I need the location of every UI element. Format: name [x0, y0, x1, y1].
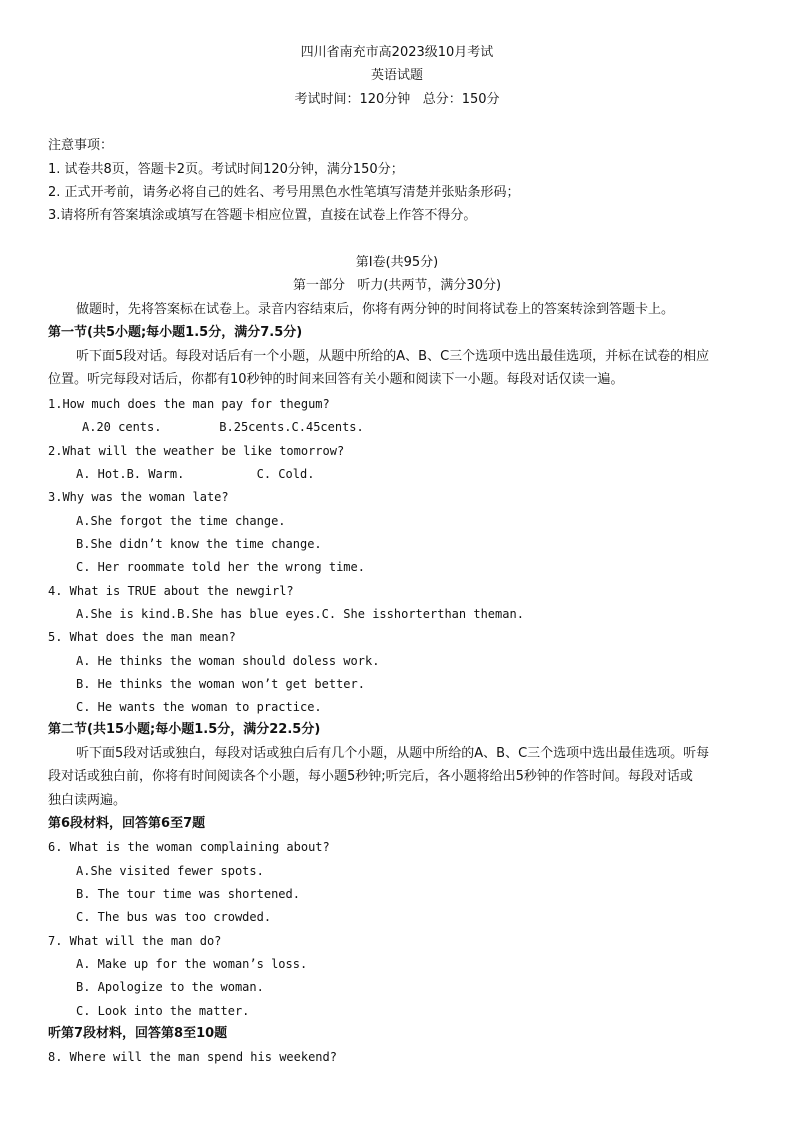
section2-instruction: 听下面5段对话或独白，每段对话或独白后有几个小题，从题中所给的A、B、C三个选项中选出最佳选项。听每: [76, 746, 710, 761]
question-7-option-b: B. Apologize to the woman.: [76, 980, 264, 994]
exam-title: 四川省南充市高2023级10月考试: [300, 45, 494, 60]
question-5-option-c: C. He wants the woman to practice.: [76, 700, 322, 714]
question-3-option-a: A.She forgot the time change.: [76, 514, 286, 528]
question-6-option-a: A.She visited fewer spots.: [76, 864, 264, 878]
question-6: 6. What is the woman complaining about?: [48, 840, 330, 854]
question-7-option-c: C. Look into the matter.: [76, 1004, 250, 1018]
material-7-heading: 听第7段材料，回答第8至10题: [48, 1026, 228, 1041]
question-6-option-b: B. The tour time was shortened.: [76, 887, 300, 901]
question-5: 5. What does the man mean?: [48, 630, 236, 644]
part-title: 第一部分 听力(共两节，满分30分): [292, 278, 502, 293]
section1-title: 第一节(共5小题;每小题1.5分，满分7.5分): [48, 325, 303, 340]
question-6-option-c: C. The bus was too crowded.: [76, 910, 272, 924]
question-2-options: A. Hot.B. Warm. C. Cold.: [76, 467, 315, 481]
question-4: 4. What is TRUE about the newgirl?: [48, 584, 294, 598]
subject-title: 英语试题: [370, 68, 423, 83]
section1-instruction-cont: 位置。听完每段对话后，你都有10秒钟的时间来回答有关小题和阅读下一小题。每段对话仅读一遍。: [48, 372, 624, 387]
question-5-option-b: B. He thinks the woman won’t get better.: [76, 677, 365, 691]
question-1-options: A.20 cents. B.25cents.C.45cents.: [82, 420, 364, 434]
notice-item-3: 3.请将所有答案填涂或填写在答题卡相应位置，直接在试卷上作答不得分。: [48, 208, 477, 223]
section2-instruction-end: 独白读两遍。: [48, 793, 127, 808]
question-7-option-a: A. Make up for the woman’s loss.: [76, 957, 308, 971]
exam-time-info: 考试时间：120分钟 总分：150分: [294, 92, 500, 107]
notice-title: 注意事项：: [48, 138, 114, 153]
section2-title: 第二节(共15小题;每小题1.5分，满分22.5分): [48, 722, 321, 737]
question-4-options: A.She is kind.B.She has blue eyes.C. She isshorterthan theman.: [76, 607, 524, 621]
question-3: 3.Why was the woman late?: [48, 490, 229, 504]
section1-instruction: 听下面5段对话。每段对话后有一个小题，从题中所给的A、B、C三个选项中选出最佳选项，并标在试卷的相应: [76, 349, 710, 364]
notice-item-2: 2. 正式开考前，请务必将自己的姓名、考号用黑色水性笔填写清楚并张贴条形码；: [48, 185, 520, 200]
question-8: 8. Where will the man spend his weekend?: [48, 1050, 337, 1064]
notice-item-1: 1. 试卷共8页，答题卡2页。考试时间120分钟，满分150分；: [48, 162, 404, 177]
material-6-heading: 第6段材料，回答第6至7题: [48, 816, 206, 831]
question-1: 1.How much does the man pay for thegum?: [48, 397, 330, 411]
part-intro: 做题时，先将答案标在试卷上。录音内容结束后，你将有两分钟的时间将试卷上的答案转涂到答题卡上。: [76, 302, 675, 317]
question-2: 2.What will the weather be like tomorrow?: [48, 444, 345, 458]
question-5-option-a: A. He thinks the woman should doless work.: [76, 654, 380, 668]
section2-instruction-cont: 段对话或独白前，你将有时间阅读各个小题，每小题5秒钟;听完后，各小题将给出5秒钟的作答时间。每段对话或: [48, 769, 693, 784]
question-3-option-c: C. Her roommate told her the wrong time.: [76, 560, 365, 574]
question-7: 7. What will the man do?: [48, 934, 222, 948]
question-3-option-b: B.She didn’t know the time change.: [76, 537, 322, 551]
volume-title: 第Ⅰ卷(共95分): [355, 255, 439, 270]
